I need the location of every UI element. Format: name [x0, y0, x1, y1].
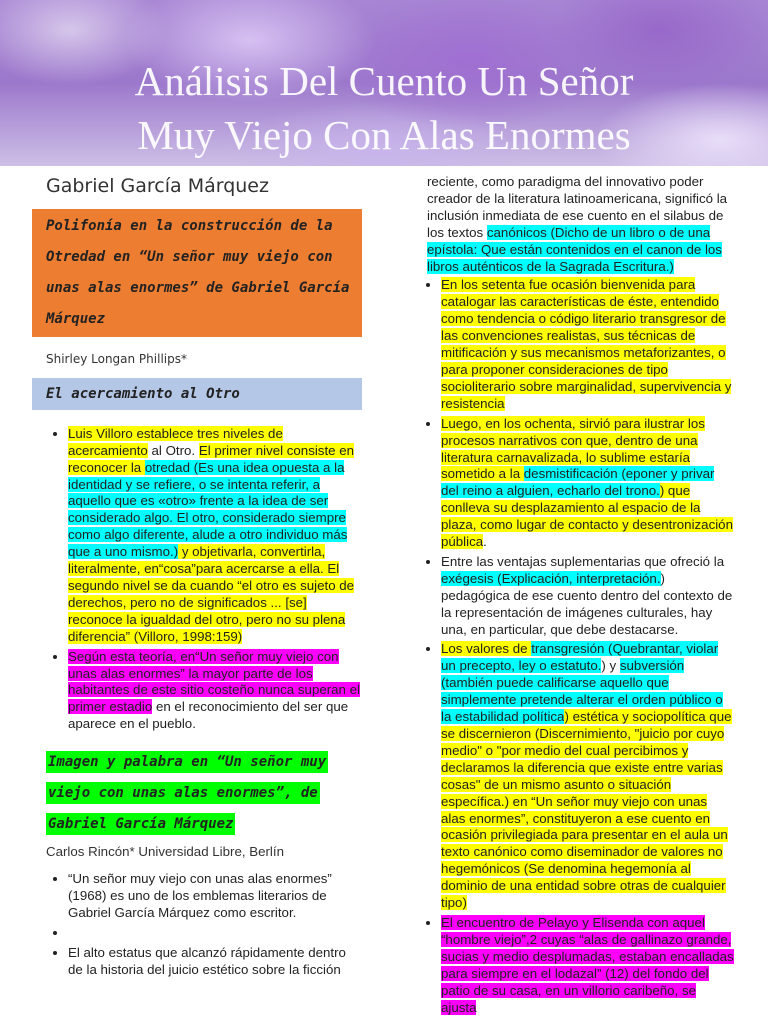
- list-item: • Luego, en los ochenta, sirvió para ilustrar los procesos narrativos con que, dentro de una literatura carnavalizada, lo sublime estaría sometido a la desmistificación (eponer y privar del reino a alguien, echarlo del trono.) que conlleva su desplazamiento al espacio de la plaza, como lugar de contacto y desentronización pública.: [441, 416, 735, 551]
- continued-paragraph: reciente, como paradigma del innovativo poder creador de la literatura latinoamericana, significó la inclusión inmediata de ese cuento en el silabus de los textos canónicos (Dicho de un libro o de una epístola: Que están contenidos en el canon de los libros auténticos de la Sagrada Escritura.): [427, 174, 728, 274]
- list-item: • El alto estatus que alcanzó rápidamente dentro de la historia del juicio estético sobre la ficción: [68, 945, 362, 979]
- title-banner: [0, 0, 768, 166]
- document-title: [0, 54, 768, 162]
- list-item: • Entre las ventajas suplementarias que ofreció la exégesis (Explicación, interpretación.) pedagógica de ese cuento dentro del contexto de la representación de imágenes culturales, hay una, en particular, que debe destacarse.: [441, 554, 735, 639]
- bullet-list-imagen: [32, 871, 362, 979]
- section-heading-polifonia: Polifonía en la construcción de la Otredad en “Un señor muy viejo con unas alas enormes” de Gabriel García Márquez: [32, 209, 362, 337]
- title-line-2: Muy Viejo Con Alas Enormes: [137, 112, 631, 158]
- list-item: • Según esta teoría, en“Un señor muy viejo con unas alas enormes” la mayor parte de los habitantes de este sitio costeño nunca superan el primer estadio en el reconocimiento del ser que aparece en el pueblo.: [68, 649, 362, 734]
- right-column: [405, 174, 735, 1019]
- left-column: [32, 174, 362, 982]
- list-item: • El encuentro de Pelayo y Elisenda con aquel “hombre viejo”,2 cuyas “alas de gallinazo grande, sucias y medio desplumadas, estaban encalladas para siempre en el lodazal” (12) del fondo del patio de su casa, en un villorio caribeño, se ajusta: [441, 915, 735, 1016]
- bullet-list-acercamiento: [32, 426, 362, 733]
- byline-shirley: Shirley Longan Phillips*: [46, 351, 187, 366]
- list-item: [68, 925, 362, 942]
- bullet-list-right: [405, 277, 735, 1016]
- list-item: • “Un señor muy viejo con unas alas enormes” (1968) es uno de los emblemas literarios de Gabriel García Márquez como escritor.: [68, 871, 362, 922]
- author-heading: Gabriel García Márquez: [46, 175, 269, 197]
- list-item: • Luis Villoro establece tres niveles de acercamiento al Otro. El primer nivel consiste en reconocer la otredad (Es una idea opuesta a la identidad y se refiere, o se intenta referir, a aquello que es «otro» frente a la idea de ser considerado algo. El otro, considerado siempre como algo diferente, alude a otro individuo más que a uno mismo.) y objetivarla, convertirla, literalmente, en“cosa”para acercarse a ella. El segundo nivel se da cuando “el otro es sujeto de derechos, pero no de significados ... [se] reconoce la igualdad del otro, pero no su plena diferencia” (Villoro, 1998:159): [68, 426, 362, 646]
- section-heading-imagen: Imagen y palabra en “Un señor muy viejo con unas alas enormes”, de Gabriel García Márquez: [46, 747, 362, 840]
- byline-carlos: Carlos Rincón* Universidad Libre, Berlín: [46, 844, 284, 860]
- title-line-1: Análisis Del Cuento Un Señor: [134, 58, 634, 104]
- list-item: • Los valores de transgresión (Quebrantar, violar un precepto, ley o estatuto.) y subversión (también puede calificarse aquello que simplemente pretende alterar el orden público o la estabilidad política) estética y sociopolítica que se discernieron (Discernimiento, "juicio por cuyo medio" o "por medio del cual percibimos y declaramos la diferencia que existe entre varias cosas" de un mismo asunto o situación específica.) en “Un señor muy viejo con unas alas enormes”, constituyeron a ese cuento en ocasión privilegiada para presentar en el aula un texto canónico como diseminador de valores no hegemónicos (Se denomina hegemonía al dominio de una entidad sobre otras de cualquier tipo): [441, 641, 735, 912]
- section-heading-acercamiento: El acercamiento al Otro: [32, 378, 362, 410]
- list-item: • En los setenta fue ocasión bienvenida para catalogar las características de éste, entendido como tendencia o código literario transgresor de las convenciones realistas, sus técnicas de mitificación y sus mecanismos metaforizantes, o para proponer consideraciones de tipo socioliterario sobre marginalidad, supervivencia y resistencia: [441, 277, 735, 412]
